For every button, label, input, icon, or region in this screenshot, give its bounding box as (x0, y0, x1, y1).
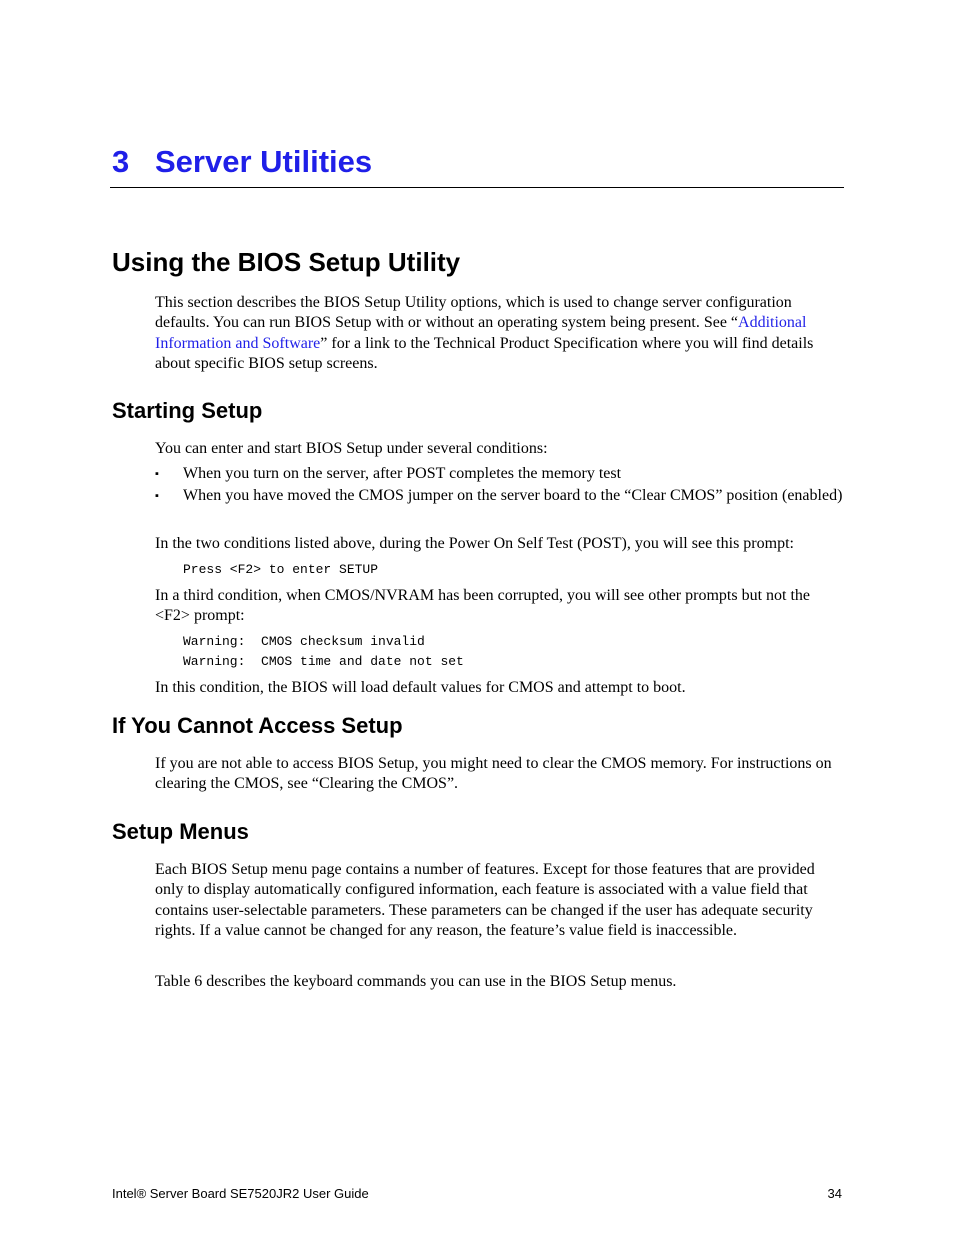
list-item: When you have moved the CMOS jumper on the server board to the “Clear CMOS” position (enabled) (183, 487, 843, 504)
chapter-title: Server Utilities (155, 144, 373, 179)
warning-line: Warning: CMOS time and date not set (183, 654, 464, 669)
setup-menus-heading: Setup Menus (112, 819, 249, 844)
bullet-marker: ▪ (155, 490, 159, 502)
conditions-text: In the two conditions listed above, during the Power On Self Test (POST), you will see this prompt: (155, 535, 794, 552)
setup-prompt: Press <F2> to enter SETUP (183, 562, 379, 577)
footer-title: Intel® Server Board SE7520JR2 User Guide (112, 1186, 369, 1201)
intro-text-after: ” for a link to the Technical Product Specification where you will find details about specific BIOS setup screens. (155, 334, 814, 372)
section-title: Using the BIOS Setup Utility (112, 247, 461, 277)
cannot-access-heading: If You Cannot Access Setup (112, 713, 403, 738)
third-condition-text: In a third condition, when CMOS/NVRAM has been corrupted, you will see other prompts but not the <F2> prompt: (155, 587, 811, 625)
warning-line: Warning: CMOS checksum invalid (183, 634, 425, 649)
section-intro (155, 293, 845, 374)
setup-menus-text: Each BIOS Setup menu page contains a number of features. Except for those features that are provided only to display automatically configured information, each feature is associated with a value field that contains user-selectable parameters. These parameters can be changed if the user has adequate security rights. If a value cannot be changed for any reason, the feature’s value field is inaccessible. (155, 861, 815, 939)
result-text: In this condition, the BIOS will load default values for CMOS and attempt to boot. (155, 679, 686, 696)
page-number: 34 (827, 1186, 842, 1201)
table-reference-text: Table 6 describes the keyboard commands you can use in the BIOS Setup menus. (155, 973, 677, 990)
intro-text-before: This section describes the BIOS Setup Utility options, which is used to change server configuration defaults. You can run BIOS Setup with or without an operating system being present. See “ (155, 294, 792, 332)
additional-info-link[interactable]: Additional Information and Software (155, 314, 807, 352)
cannot-access-text: If you are not able to access BIOS Setup, you might need to clear the CMOS memory. For instructions on clearing the CMOS, see “Clearing the CMOS”. (155, 755, 832, 793)
list-item: When you turn on the server, after POST completes the memory test (183, 465, 622, 482)
chapter-number: 3 (112, 144, 130, 179)
chapter-heading (112, 143, 844, 181)
chapter-divider (110, 187, 844, 188)
bullet-marker: ▪ (155, 468, 159, 480)
starting-setup-heading: Starting Setup (112, 398, 263, 423)
starting-setup-lead: You can enter and start BIOS Setup under several conditions: (155, 440, 548, 457)
